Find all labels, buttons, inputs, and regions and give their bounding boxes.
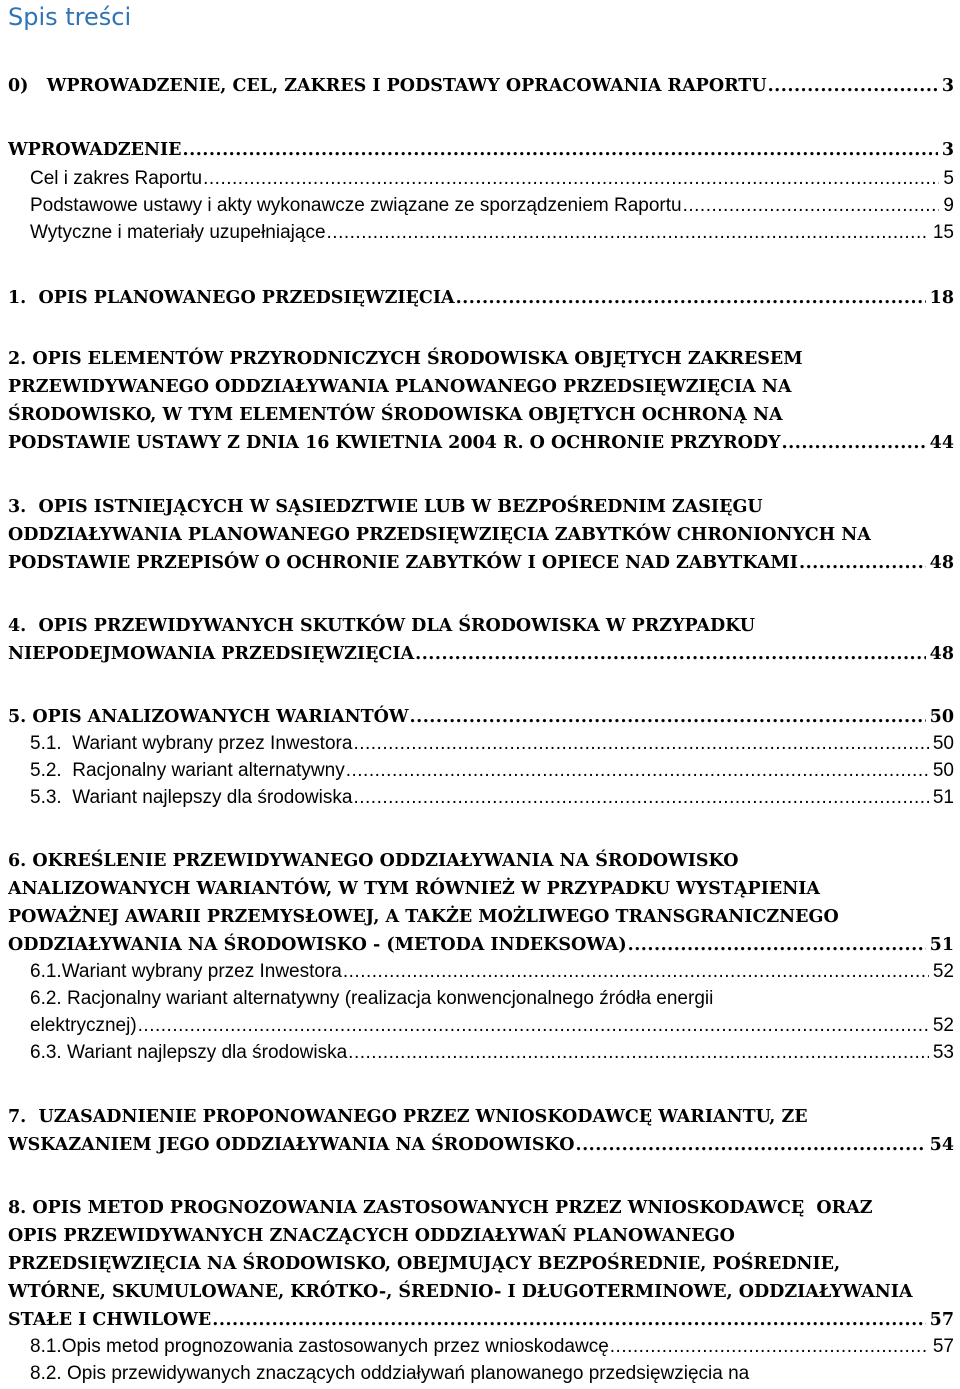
toc-entry-6-2[interactable]: [30, 985, 954, 1039]
toc-entry-text: 4. OPIS PRZEWIDYWANYCH SKUTKÓW DLA ŚRODOWISKA W PRZYPADKU NIEPODEJMOWANIA PRZEDSIĘWZIĘCIA .....: [8, 612, 926, 668]
toc-entry-text: 5. OPIS ANALIZOWANYCH WARIANTÓW .....: [8, 703, 926, 731]
toc-entry-page: 51: [929, 784, 954, 811]
toc-entry-text: 5.3. Wariant najlepszy dla środowiska .....: [30, 784, 929, 811]
toc-entry-basic-acts[interactable]: [30, 192, 954, 219]
toc-entry-page: 51: [926, 931, 954, 959]
toc-entry-page: 50: [929, 757, 954, 784]
toc-entry-page: 50: [926, 703, 954, 731]
toc-entry-4[interactable]: [8, 612, 954, 668]
toc-title: Spis treści: [8, 3, 132, 31]
toc-entry-introduction[interactable]: [8, 136, 954, 164]
toc-entry-5-3[interactable]: [30, 784, 954, 811]
toc-entry-2[interactable]: [8, 345, 954, 457]
toc-entry-page: 53: [929, 1039, 954, 1066]
toc-entry-text: 6.3. Wariant najlepszy dla środowiska .....: [30, 1039, 929, 1066]
toc-entry-7[interactable]: [8, 1103, 954, 1159]
toc-entry-text: 8. OPIS METOD PROGNOZOWANIA ZASTOSOWANYCH PRZEZ WNIOSKODAWCĘ ORAZ OPIS PRZEWIDYWANYCH ZNACZĄCYCH ODDZIAŁYWAŃ PLANOWANEGO PRZEDSIĘWZIĘCIA NA ŚRODOWISKO, OBEJMUJĄCY BEZPOŚREDNIE, POŚREDNIE, WTÓRNE, SKUMULOWANE, KRÓTKO-, ŚREDNIO- I DŁUGOTERMINOWE, ODDZIAŁYWANIA STAŁE I CHWILOWE .....: [8, 1194, 926, 1334]
toc-entry-guidelines[interactable]: [30, 219, 954, 246]
toc-entry-text: Wytyczne i materiały uzupełniające .....: [30, 219, 929, 246]
toc-entry-text: 2. OPIS ELEMENTÓW PRZYRODNICZYCH ŚRODOWISKA OBJĘTYCH ZAKRESEM PRZEWIDYWANEGO ODDZIAŁYWANIA PLANOWANEGO PRZEDSIĘWZIĘCIA NA ŚRODOWISKO, W TYM ELEMENTÓW ŚRODOWISKA OBJĘTYCH OCHRONĄ NA PODSTAWIE USTAWY Z DNIA 16 KWIETNIA 2004 R. O OCHRONIE PRZYRODY .....: [8, 345, 926, 457]
toc-entry-text: WPROWADZENIE .....: [8, 136, 938, 164]
toc-entry-text: 7. UZASADNIENIE PROPONOWANEGO PRZEZ WNIOSKODAWCĘ WARIANTU, ZE WSKAZANIEM JEGO ODDZIAŁYWANIA NA ŚRODOWISKO .....: [8, 1103, 926, 1159]
toc-entry-0[interactable]: [8, 72, 954, 100]
toc-entry-5-1[interactable]: [30, 730, 954, 757]
toc-entry-text: Cel i zakres Raportu .....: [30, 165, 939, 192]
toc-entry-page: 54: [926, 1131, 954, 1159]
toc-entry-page: 52: [929, 1012, 954, 1039]
toc-entry-text: 1. OPIS PLANOWANEGO PRZEDSIĘWZIĘCIA .....: [8, 284, 926, 312]
toc-entry-5-2[interactable]: [30, 757, 954, 784]
toc-entry-page: 50: [929, 730, 954, 757]
toc-entry-page: 52: [929, 958, 954, 985]
toc-entry-page: 57: [929, 1333, 954, 1360]
toc-entry-goal-scope[interactable]: [30, 165, 954, 192]
toc-entry-8[interactable]: [8, 1194, 954, 1334]
toc-entry-text: Podstawowe ustawy i akty wykonawcze związane ze sporządzeniem Raportu .....: [30, 192, 939, 219]
toc-entry-text: 6.2. Racjonalny wariant alternatywny (realizacja konwencjonalnego źródła energii elektrycznej) .....: [30, 985, 929, 1039]
toc-entry-text: 6. OKREŚLENIE PRZEWIDYWANEGO ODDZIAŁYWANIA NA ŚRODOWISKO ANALIZOWANYCH WARIANTÓW, W TYM RÓWNIEŻ W PRZYPADKU WYSTĄPIENIA POWAŻNEJ AWARII PRZEMYSŁOWEJ, A TAKŻE MOŻLIWEGO TRANSGRANICZNEGO ODDZIAŁYWANIA NA ŚRODOWISKO - (METODA INDEKSOWA) .....: [8, 847, 926, 959]
toc-entry-page: 5: [939, 165, 954, 192]
toc-entry-8-2[interactable]: [30, 1360, 954, 1387]
toc-entry-text: 8.1.Opis metod prognozowania zastosowanych przez wnioskodawcę .....: [30, 1333, 929, 1360]
toc-entry-page: 15: [929, 219, 954, 246]
toc-entry-6[interactable]: [8, 847, 954, 959]
toc-entry-6-1[interactable]: [30, 958, 954, 985]
toc-entry-text: 0) WPROWADZENIE, CEL, ZAKRES I PODSTAWY OPRACOWANIA RAPORTU .....: [8, 72, 938, 100]
toc-entry-5[interactable]: [8, 703, 954, 731]
toc-entry-page: 48: [926, 640, 954, 668]
toc-entry-3[interactable]: [8, 493, 954, 577]
toc-entry-8-1[interactable]: [30, 1333, 954, 1360]
toc-entry-page: 44: [926, 429, 954, 457]
toc-entry-1[interactable]: [8, 284, 954, 312]
toc-entry-page: 18: [926, 284, 954, 312]
toc-entry-text: 5.2. Racjonalny wariant alternatywny .....: [30, 757, 929, 784]
toc-entry-page: 3: [938, 72, 954, 100]
toc-entry-page: 9: [939, 192, 954, 219]
toc-entry-text: 5.1. Wariant wybrany przez Inwestora .....: [30, 730, 929, 757]
toc-entry-text: 6.1.Wariant wybrany przez Inwestora .....: [30, 958, 929, 985]
toc-entry-text: 3. OPIS ISTNIEJĄCYCH W SĄSIEDZTWIE LUB W BEZPOŚREDNIM ZASIĘGU ODDZIAŁYWANIA PLANOWANEGO PRZEDSIĘWZIĘCIA ZABYTKÓW CHRONIONYCH NA PODSTAWIE PRZEPISÓW O OCHRONIE ZABYTKÓW I OPIECE NAD ZABYTKAMI .....: [8, 493, 926, 577]
toc-entry-text: 8.2. Opis przewidywanych znaczących oddziaływań planowanego przedsięwzięcia na: [30, 1363, 750, 1384]
toc-entry-6-3[interactable]: [30, 1039, 954, 1066]
toc-entry-page: 3: [938, 136, 954, 164]
toc-entry-page: 57: [926, 1306, 954, 1334]
toc-entry-page: 48: [926, 549, 954, 577]
